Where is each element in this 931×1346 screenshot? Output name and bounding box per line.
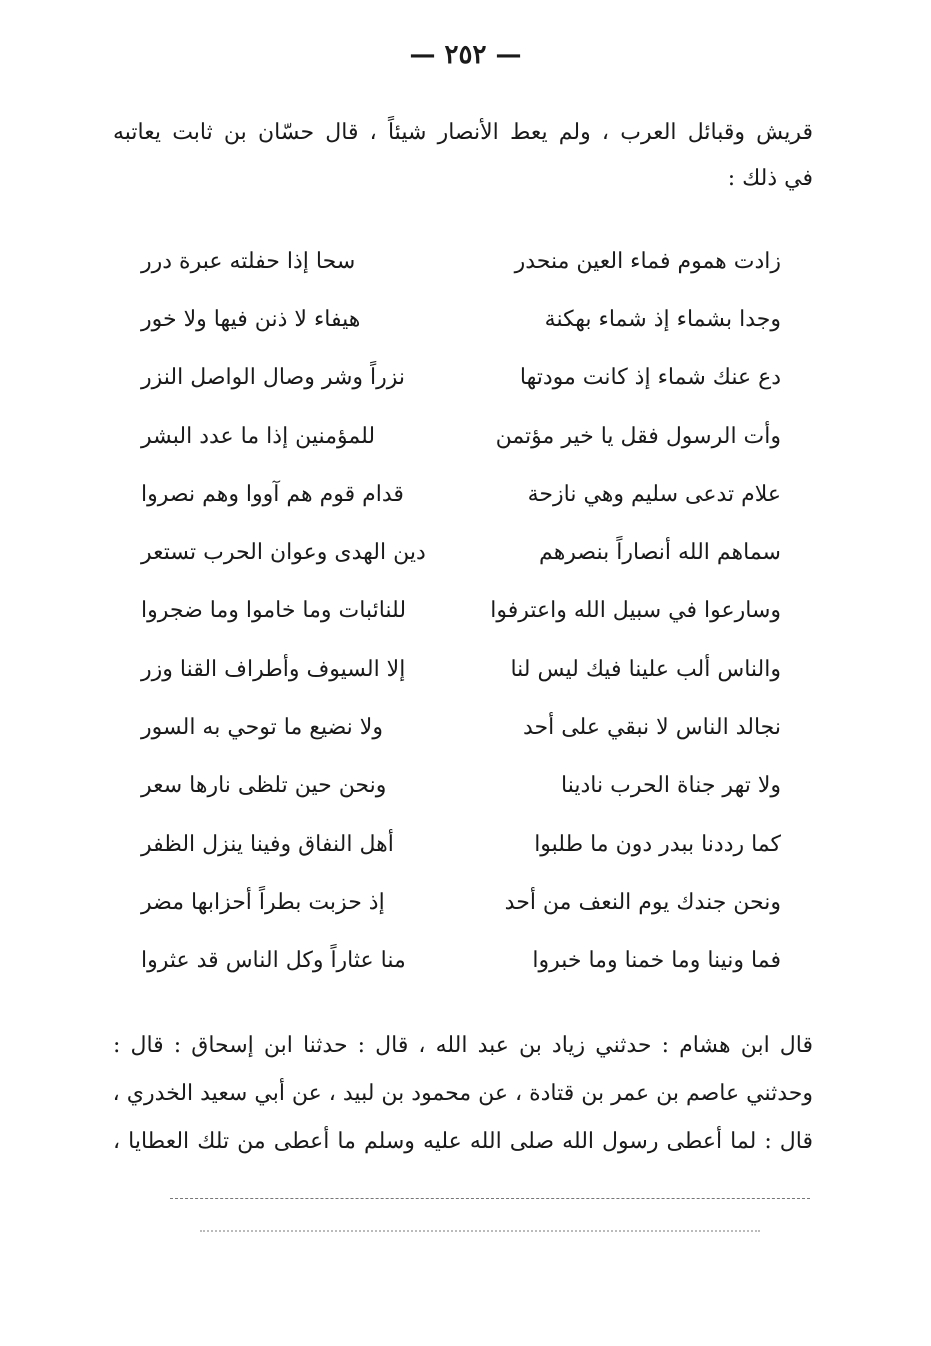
- verse: [141, 815, 781, 873]
- verse-first-hemistich: سماهم الله أنصاراً بنصرهم: [539, 540, 781, 566]
- verse-second-hemistich: للنائبات وما خاموا وما ضجروا: [141, 598, 407, 624]
- outro-line: قال : لما أعطى رسول الله صلى الله عليه وسلم ما أعطى من تلك العطايا ،: [113, 1129, 813, 1154]
- verse-first-hemistich: زادت هموم فماء العين منحدر: [514, 248, 781, 274]
- verse-first-hemistich: علام تدعى سليم وهي نازحة: [527, 481, 781, 507]
- intro-paragraph: [113, 110, 813, 202]
- page-bottom-rule: [170, 1198, 810, 1199]
- verse: [141, 290, 781, 348]
- verse-second-hemistich: دين الهدى وعوان الحرب تستعر: [141, 540, 426, 566]
- verse-second-hemistich: أهل النفاق وفينا ينزل الظفر: [141, 831, 394, 857]
- outro-line: قال ابن هشام : حدثني زياد بن عبد الله ، قال : حدثنا ابن إسحاق : قال :: [113, 1033, 813, 1058]
- verse-second-hemistich: نزراً وشر وصال الواصل النزر: [141, 365, 406, 391]
- verse: [141, 873, 781, 931]
- verse-first-hemistich: ونحن جندك يوم النعف من أحد: [504, 889, 781, 915]
- verse-second-hemistich: منا عثاراً وكل الناس قد عثروا: [141, 948, 406, 974]
- verse-first-hemistich: ولا تهر جناة الحرب نادينا: [561, 773, 781, 799]
- intro-line: في ذلك :: [727, 166, 813, 191]
- verse-first-hemistich: كما رددنا ببدر دون ما طلبوا: [534, 831, 781, 857]
- verse-first-hemistich: وسارعوا في سبيل الله واعترفوا: [490, 598, 781, 624]
- verse-second-hemistich: ونحن حين تلظى نارها سعر: [141, 773, 387, 799]
- verse-first-hemistich: وأت الرسول فقل يا خير مؤتمن: [495, 423, 781, 449]
- verse-first-hemistich: وجدا بشماء إذ شماء بهكنة: [544, 306, 781, 332]
- verse-second-hemistich: قدام قوم هم آووا وهم نصروا: [141, 481, 404, 507]
- verse: [141, 349, 781, 407]
- verse-second-hemistich: سحا إذا حفلته عبرة درر: [141, 248, 356, 274]
- verse: [141, 640, 781, 698]
- verse: [141, 407, 781, 465]
- verse: [141, 932, 781, 990]
- verse-first-hemistich: نجالد الناس لا نبقي على أحد: [522, 715, 781, 741]
- page-number: — ٢٥٢ —: [409, 40, 522, 70]
- verse: [141, 523, 781, 581]
- verse-second-hemistich: للمؤمنين إذا ما عدد البشر: [141, 423, 376, 449]
- verse: [141, 698, 781, 756]
- poem: [141, 232, 781, 990]
- verse: [141, 232, 781, 290]
- verse-second-hemistich: إلا السيوف وأطراف القنا وزر: [141, 656, 406, 682]
- verse-second-hemistich: إذ حزبت بطراً أحزابها مضر: [141, 889, 385, 915]
- page-bottom-specks: [200, 1230, 760, 1236]
- outro-line: وحدثني عاصم بن عمر بن قتادة ، عن محمود بن لبيد ، عن أبي سعيد الخدري ،: [112, 1081, 813, 1106]
- verse: [141, 757, 781, 815]
- verse-first-hemistich: دع عنك شماء إذ كانت مودتها: [519, 365, 781, 391]
- outro-paragraph: [113, 1022, 813, 1166]
- verse-first-hemistich: والناس ألب علينا فيك ليس لنا: [510, 656, 781, 682]
- intro-line: قريش وقبائل العرب ، ولم يعط الأنصار شيئاً ، قال حسّان بن ثابت يعاتبه: [113, 120, 813, 145]
- verse-first-hemistich: فما ونينا وما خمنا وما خبروا: [532, 948, 781, 974]
- verse: [141, 582, 781, 640]
- verse-second-hemistich: هيفاء لا ذنن فيها ولا خور: [141, 306, 361, 332]
- verse: [141, 465, 781, 523]
- verse-second-hemistich: ولا نضيع ما توحي به السور: [141, 715, 383, 741]
